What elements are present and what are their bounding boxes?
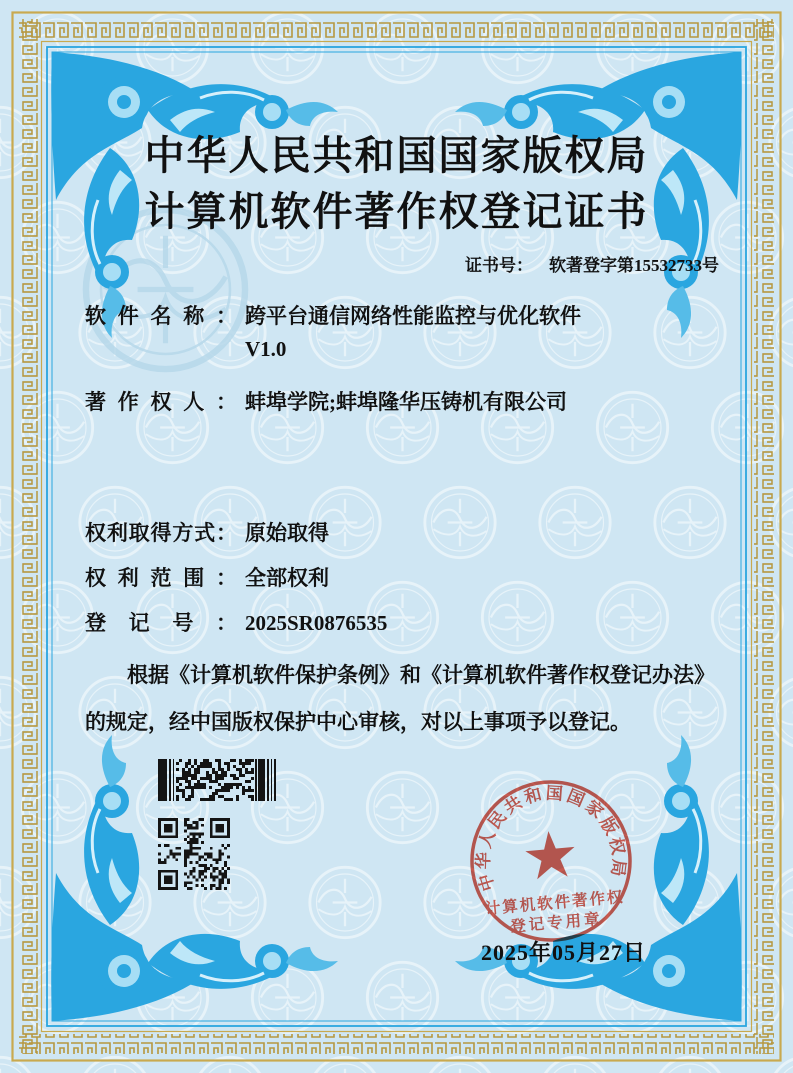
qrcode-image — [158, 818, 230, 890]
certificate-number-line — [465, 251, 719, 276]
star-icon — [524, 829, 577, 880]
software-name-line1: 跨平台通信网络性能监控与优化软件 — [245, 304, 581, 328]
certificate-number-label: 证书号： — [465, 256, 533, 275]
field-rights-scope — [85, 562, 329, 595]
registration-statement: 根据《计算机软件保护条例》和《计算机软件著作权登记办法》的规定，经中国版权保护中心审核，对以上事项予以登记。 — [85, 663, 715, 734]
acquisition-method-label: 权利取得方式： — [85, 521, 237, 545]
copyright-owner-label: 著作权人： — [85, 390, 237, 414]
acquisition-method-value: 原始取得 — [245, 521, 329, 545]
registration-number-label: 登记号： — [85, 611, 237, 635]
official-seal — [452, 764, 652, 964]
authority-title: 中华人民共和国国家版权局 — [144, 133, 649, 178]
rights-scope-value: 全部权利 — [245, 566, 329, 590]
copyright-owner-value: 蚌埠学院;蚌埠隆华压铸机有限公司 — [245, 390, 567, 414]
seal-bottom-line2: 登记专用章 — [509, 910, 604, 936]
issue-date: 2025年05月27日 — [481, 940, 647, 965]
seal-bottom-line1: 计算机软件著作权 — [484, 888, 626, 918]
software-name-label: 软件名称： — [85, 304, 237, 328]
certificate-title: 计算机软件著作权登记证书 — [144, 189, 649, 234]
field-acquisition-method — [85, 517, 329, 550]
registration-number-value: 2025SR0876535 — [245, 611, 388, 635]
field-copyright-owner — [85, 386, 567, 419]
software-name-line2: V1.0 — [245, 337, 287, 361]
certificate-number-value: 软著登字第15532733号 — [549, 256, 719, 275]
barcode-image — [158, 759, 278, 801]
field-software-name — [85, 300, 581, 366]
rights-scope-label: 权利范围： — [85, 566, 237, 590]
seal-ring-text: 中华人民共和国国家版权局 — [473, 783, 629, 894]
field-registration-number — [85, 607, 387, 640]
software-name-value — [245, 300, 581, 366]
